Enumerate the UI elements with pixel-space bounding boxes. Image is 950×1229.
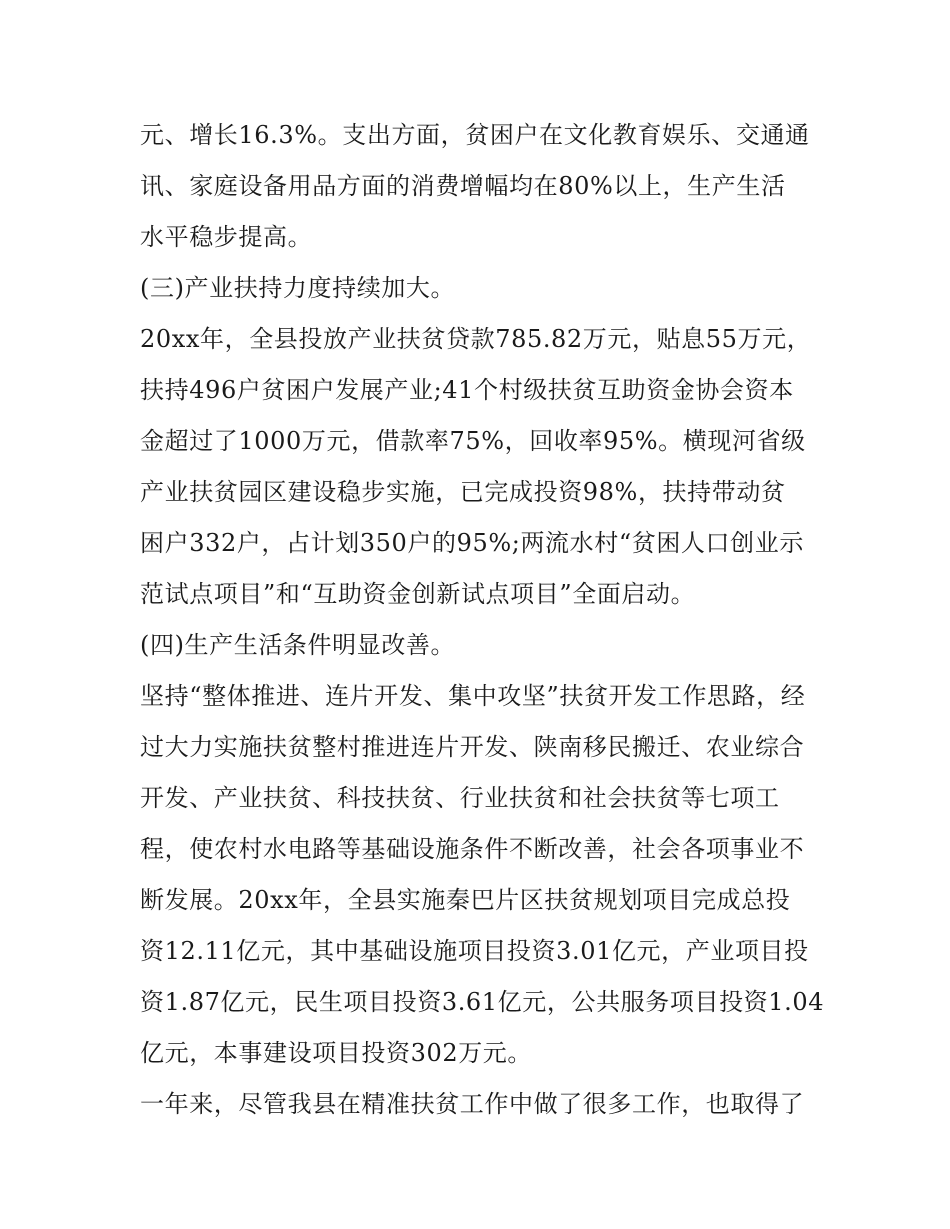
paragraph-line: 开发、产业扶贫、科技扶贫、行业扶贫和社会扶贫等七项工 (140, 784, 780, 812)
paragraph-line: 一年来，尽管我县在精准扶贫工作中做了很多工作，也取得了 (140, 1090, 805, 1118)
paragraph-line: 元、增长16.3%。支出方面，贫困户在文化教育娱乐、交通通 (140, 121, 810, 149)
paragraph-line: 坚持“整体推进、连片开发、集中攻坚”扶贫开发工作思路，经 (140, 682, 806, 710)
paragraph-line: 讯、家庭设备用品方面的消费增幅均在80%以上，生产生活 (140, 172, 786, 200)
paragraph-line: 金超过了1000万元，借款率75%，回收率95%。横现河省级 (140, 427, 806, 455)
paragraph-line: 水平稳步提高。 (140, 223, 313, 251)
paragraph-line: 资12.11亿元，其中基础设施项目投资3.01亿元，产业项目投 (140, 937, 809, 965)
section-heading-3: (三)产业扶持力度持续加大。 (140, 274, 456, 302)
paragraph-line: 程，使农村水电路等基础设施条件不断改善，社会各项事业不 (140, 835, 805, 863)
paragraph-line: 亿元，本事建设项目投资302万元。 (140, 1039, 533, 1067)
paragraph-line: 扶持496户贫困户发展产业;41个村级扶贫互助资金协会资本 (140, 376, 794, 404)
paragraph-line: 产业扶贫园区建设稳步实施，已完成投资98%，扶持带动贫 (140, 478, 786, 506)
paragraph-line: 困户332户，占计划350户的95%;两流水村“贫困人口创业示 (140, 529, 804, 557)
paragraph-line: 资1.87亿元，民生项目投资3.61亿元，公共服务项目投资1.04 (140, 988, 825, 1016)
document-body (140, 110, 825, 1130)
paragraph-line: 20xx年，全县投放产业扶贫贷款785.82万元，贴息55万元， (140, 325, 812, 353)
paragraph-line: 范试点项目”和“互助资金创新试点项目”全面启动。 (140, 580, 696, 608)
section-heading-4: (四)生产生活条件明显改善。 (140, 631, 456, 659)
paragraph-line: 过大力实施扶贫整村推进连片开发、陕南移民搬迁、农业综合 (140, 733, 805, 761)
paragraph-line: 断发展。20xx年，全县实施秦巴片区扶贫规划项目完成总投 (140, 886, 791, 914)
